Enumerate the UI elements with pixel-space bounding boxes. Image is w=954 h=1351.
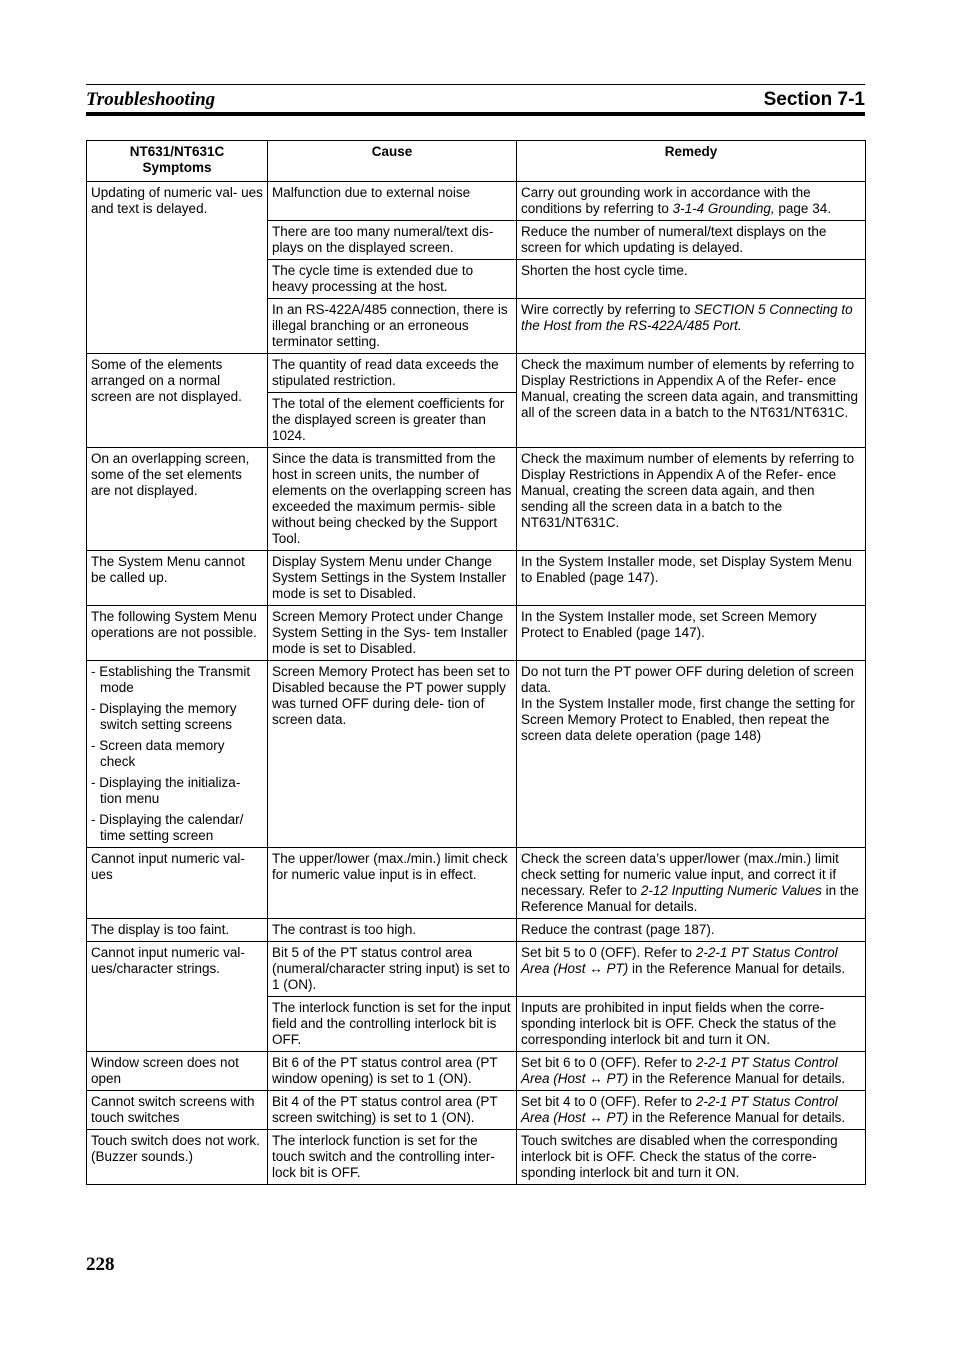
header-bottom-rule [86, 112, 865, 116]
remedy-cell: In the System Installer mode, set Display System Menu to Enabled (page 147). [517, 551, 866, 606]
symptom-cell: Some of the elements arranged on a normal screen are not displayed. [87, 354, 268, 448]
troubleshooting-table [86, 140, 866, 1185]
symptom-cell: On an overlapping screen, some of the set elements are not displayed. [87, 448, 268, 551]
cause-cell: The contrast is too high. [268, 919, 517, 942]
remedy-cell: Do not turn the PT power OFF during deletion of screen data. In the System Installer mode, first change the setting for Screen Memory Protect to Enabled, then repeat the screen data delete operation (page 148) [517, 661, 866, 848]
remedy-cell: In the System Installer mode, set Screen Memory Protect to Enabled (page 147). [517, 606, 866, 661]
page-number: 228 [86, 1254, 115, 1275]
remedy-cell: Wire correctly by referring to SECTION 5 Connecting to the Host from the RS-422A/485 Port. [517, 299, 866, 354]
reference-link: 2-12 Inputting Numeric Values [640, 883, 822, 898]
cause-cell: The total of the element coefficients for the displayed screen is greater than 1024. [268, 393, 517, 448]
cause-cell: Since the data is transmitted from the host in screen units, the number of elements on the overlapping screen has exceeded the maximum permis- sible without being checked by the Support Tool. [268, 448, 517, 551]
cause-cell: Bit 4 of the PT status control area (PT screen switching) is set to 1 (ON). [268, 1091, 517, 1130]
remedy-cell: Check the maximum number of elements by referring to Display Restrictions in Appendix A of the Refer- ence Manual, creating the screen data again, and transmitting all of the screen data in a batch to the NT631/NT631C. [517, 354, 866, 448]
list-item: - Establishing the Transmit mode [91, 664, 251, 695]
table-row [87, 661, 866, 848]
header-top-rule [86, 84, 865, 85]
symptom-cell: Touch switch does not work. (Buzzer sounds.) [87, 1130, 268, 1185]
symptom-cell: Cannot input numeric val- ues/character strings. [87, 942, 268, 1052]
remedy-cell: Check the screen data’s upper/lower (max./min.) limit check setting for numeric value input, and correct it if necessary. Refer to 2-12 Inputting Numeric Values in the Reference Manual for details. [517, 848, 866, 919]
symptom-cell: Cannot input numeric val- ues [87, 848, 268, 919]
remedy-cell: Reduce the contrast (page 187). [517, 919, 866, 942]
cause-cell: Display System Menu under Change System Settings in the System Installer mode is set to Disabled. [268, 551, 517, 606]
list-item: - Screen data memory check [91, 738, 225, 769]
cause-cell: The interlock function is set for the input field and the controlling interlock bit is OFF. [268, 997, 517, 1052]
symptom-cell: Updating of numeric val- ues and text is delayed. [87, 182, 268, 354]
reference-link: 2-2-1 PT Status Control Area (Host ↔ PT) [521, 945, 838, 976]
remedy-cell: Shorten the host cycle time. [517, 260, 866, 299]
table-row [87, 354, 866, 393]
table-row [87, 942, 866, 997]
list-item: - Displaying the memory switch setting screens [91, 701, 237, 732]
chapter-title: Troubleshooting [86, 89, 216, 110]
table-row [87, 551, 866, 606]
section-label: Section 7-1 [763, 89, 865, 110]
remedy-cell: Carry out grounding work in accordance with the conditions by referring to 3-1-4 Grounding, page 34. [517, 182, 866, 221]
symptom-sublist-cell [87, 661, 268, 848]
cause-cell: Bit 6 of the PT status control area (PT window opening) is set to 1 (ON). [268, 1052, 517, 1091]
remedy-cell: Check the maximum number of elements by referring to Display Restrictions in Appendix A of the Refer- ence Manual, creating the screen data again, and then sending all the screen data in a batch to the NT631/NT631C. [517, 448, 866, 551]
cause-column-header: Cause [268, 141, 517, 182]
remedy-column-header: Remedy [517, 141, 866, 182]
remedy-cell: Set bit 5 to 0 (OFF). Refer to 2-2-1 PT Status Control Area (Host ↔ PT) in the Reference Manual for details. [517, 942, 866, 997]
table-row [87, 1091, 866, 1130]
reference-link: 3-1-4 Grounding, [672, 201, 775, 216]
cause-cell: The upper/lower (max./min.) limit check for numeric value input is in effect. [268, 848, 517, 919]
cause-cell: There are too many numeral/text dis- plays on the displayed screen. [268, 221, 517, 260]
table-row [87, 182, 866, 221]
table-row [87, 848, 866, 919]
symptoms-column-header: NT631/NT631C Symptoms [87, 141, 268, 182]
reference-link: SECTION 5 Connecting to the Host from the RS-422A/485 Port. [521, 302, 853, 333]
symptom-cell: Cannot switch screens with touch switches [87, 1091, 268, 1130]
cause-cell: Screen Memory Protect under Change System Setting in the Sys- tem Installer mode is set to Disabled. [268, 606, 517, 661]
cause-cell: In an RS-422A/485 connection, there is illegal branching or an erroneous terminator setting. [268, 299, 517, 354]
table-header-row [87, 141, 866, 182]
symptom-cell: The following System Menu operations are not possible. [87, 606, 268, 661]
reference-link: 2-2-1 PT Status Control Area (Host ↔ PT) [521, 1055, 838, 1086]
list-item: - Displaying the calendar/ time setting screen [91, 812, 244, 843]
cause-cell: The cycle time is extended due to heavy processing at the host. [268, 260, 517, 299]
table-row [87, 919, 866, 942]
cause-cell: The interlock function is set for the touch switch and the controlling inter- lock bit is OFF. [268, 1130, 517, 1185]
reference-link: 2-2-1 PT Status Control Area (Host ↔ PT) [521, 1094, 838, 1125]
remedy-cell: Inputs are prohibited in input fields when the corre- sponding interlock bit is OFF. Check the status of the corresponding interlock bit and turn it ON. [517, 997, 866, 1052]
list-item: - Displaying the initializa- tion menu [91, 775, 241, 806]
remedy-cell: Touch switches are disabled when the corresponding interlock bit is OFF. Check the status of the corre- sponding interlock bit and turn it ON. [517, 1130, 866, 1185]
cause-cell: Bit 5 of the PT status control area (numeral/character string input) is set to 1 (ON). [268, 942, 517, 997]
table-row [87, 606, 866, 661]
remedy-cell: Set bit 4 to 0 (OFF). Refer to 2-2-1 PT Status Control Area (Host ↔ PT) in the Reference Manual for details. [517, 1091, 866, 1130]
cause-cell: The quantity of read data exceeds the stipulated restriction. [268, 354, 517, 393]
remedy-cell: Set bit 6 to 0 (OFF). Refer to 2-2-1 PT Status Control Area (Host ↔ PT) in the Reference Manual for details. [517, 1052, 866, 1091]
table-row [87, 448, 866, 551]
table-row [87, 1052, 866, 1091]
cause-cell: Malfunction due to external noise [268, 182, 517, 221]
remedy-cell: Reduce the number of numeral/text displays on the screen for which updating is delayed. [517, 221, 866, 260]
symptom-cell: The display is too faint. [87, 919, 268, 942]
symptom-cell: The System Menu cannot be called up. [87, 551, 268, 606]
table-row [87, 1130, 866, 1185]
cause-cell: Screen Memory Protect has been set to Disabled because the PT power supply was turned OFF during dele- tion of screen data. [268, 661, 517, 848]
symptom-cell: Window screen does not open [87, 1052, 268, 1091]
